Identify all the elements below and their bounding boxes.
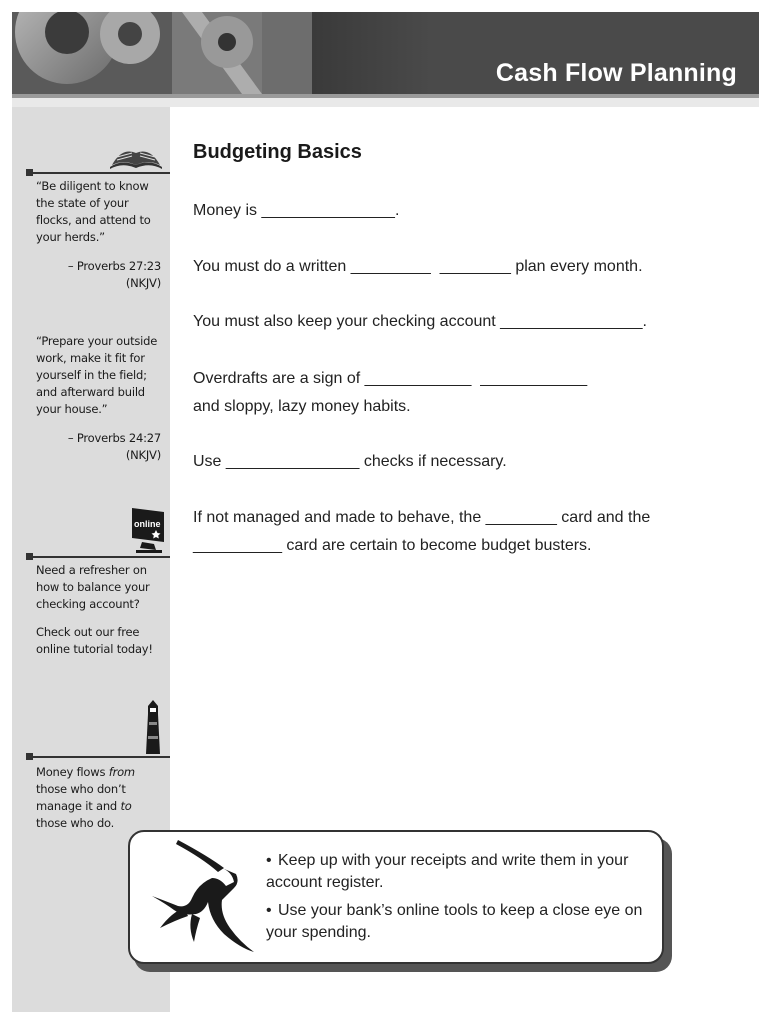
quote-version: (NKJV)	[125, 448, 161, 462]
quote-version: (NKJV)	[125, 276, 161, 290]
lighthouse-icon	[144, 700, 162, 754]
worksheet-line-cards: If not managed and made to behave, the ________ card and the	[193, 509, 651, 526]
worksheet-line-cards-cont: __________ card are certain to become budget busters.	[193, 537, 592, 554]
computer-monitor-icon	[128, 506, 168, 556]
worksheet-line-checks: Use _______________ checks if necessary.	[193, 453, 507, 470]
worksheet-line-written-plan: You must do a written _________ ________ plan every month.	[193, 258, 643, 275]
header-rule-light	[12, 98, 759, 107]
quote-citation: – Proverbs 24:27	[67, 431, 161, 445]
sidebar-rule	[27, 556, 170, 558]
quote-citation: – Proverbs 27:23	[67, 259, 161, 273]
worksheet-line-money: Money is _______________.	[193, 202, 400, 219]
bullet-icon: •	[266, 902, 272, 919]
worksheet-line-overdrafts-cont: and sloppy, lazy money habits.	[193, 398, 411, 415]
money-flows-text: Money flows from those who don’t manage it and to those who do.	[36, 765, 135, 830]
online-refresher-text: Need a refresher on how to balance your checking account?	[36, 563, 150, 611]
sidebar-rule	[27, 756, 170, 758]
sidebar-rule	[27, 172, 170, 174]
tip-item: • Keep up with your receipts and write them in your account register.	[266, 852, 629, 891]
bullet-icon: •	[266, 852, 272, 869]
online-tutorial-text: Check out our free online tutorial today!	[36, 625, 153, 656]
open-book-icon	[108, 145, 164, 171]
gears-graphic	[12, 12, 432, 94]
quote-text: “Be diligent to know the state of your flocks, and attend to your herds.”	[36, 179, 151, 244]
worksheet-line-overdrafts: Overdrafts are a sign of ____________ ____________	[193, 370, 588, 387]
page-header-title: Cash Flow Planning	[495, 59, 737, 87]
online-icon-label: online	[134, 519, 161, 529]
header-banner	[12, 12, 759, 94]
worksheet-line-checking: You must also keep your checking account ________________.	[193, 313, 647, 330]
gazelle-icon	[148, 838, 258, 956]
tip-item: • Use your bank’s online tools to keep a close eye on your spending.	[266, 902, 643, 941]
section-title: Budgeting Basics	[193, 141, 362, 163]
quote-text: “Prepare your outside work, make it fit for yourself in the field; and afterward build your house.”	[36, 334, 158, 416]
